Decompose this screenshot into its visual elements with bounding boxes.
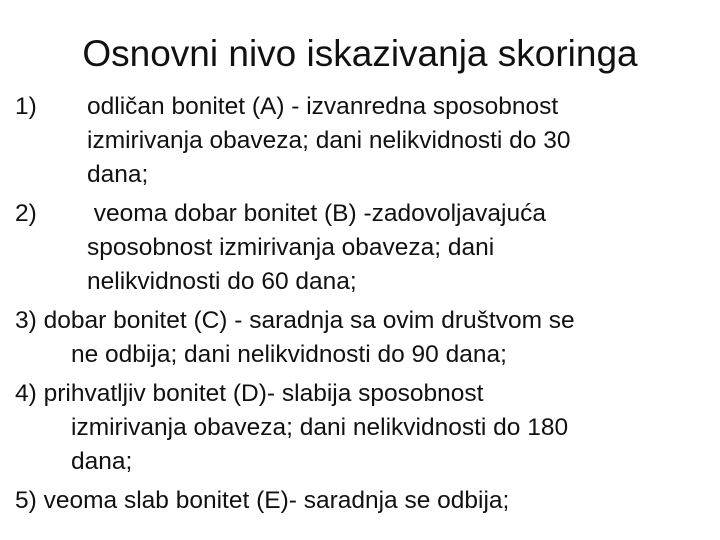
list-item-line: nelikvidnosti do 60 dana; (87, 268, 357, 295)
list-item-number: 5) (15, 487, 37, 514)
list-item-line: izmirivanja obaveza; dani nelikvidnosti do 30 (87, 127, 571, 154)
scoring-list (15, 90, 715, 523)
list-item-line: dana; (87, 161, 149, 188)
list-item-line (15, 484, 715, 518)
list-item-line: dana; (71, 448, 133, 475)
list-item-line (15, 90, 715, 124)
list-item-text: odličan bonitet (A) - izvanredna sposobnost (87, 93, 559, 120)
list-item-text: prihvatljiv bonitet (D)- slabija sposobnost (43, 380, 484, 407)
list-item (15, 377, 715, 479)
list-item-text: veoma slab bonitet (E)- saradnja se odbija; (43, 487, 510, 514)
list-item-line (15, 377, 715, 411)
list-item (15, 484, 715, 518)
list-item-number: 3) (15, 307, 37, 334)
list-item-text: veoma dobar bonitet (B) -zadovoljavajuća (87, 200, 546, 227)
list-item-number: 1) (15, 93, 37, 120)
list-item-line (15, 304, 715, 338)
list-item (15, 304, 715, 372)
list-item-line (15, 197, 715, 231)
list-item (15, 90, 715, 192)
list-item-text: dobar bonitet (C) - saradnja sa ovim društvom se (43, 307, 575, 334)
list-item-line: ne odbija; dani nelikvidnosti do 90 dana; (71, 341, 507, 368)
slide-title: Osnovni nivo iskazivanja skoringa (82, 33, 638, 74)
list-item-number: 4) (15, 380, 37, 407)
list-item-number: 2) (15, 200, 37, 227)
list-item-line: izmirivanja obaveza; dani nelikvidnosti do 180 (71, 414, 569, 441)
list-item (15, 197, 715, 299)
list-item-line: sposobnost izmirivanja obaveza; dani (87, 234, 495, 261)
